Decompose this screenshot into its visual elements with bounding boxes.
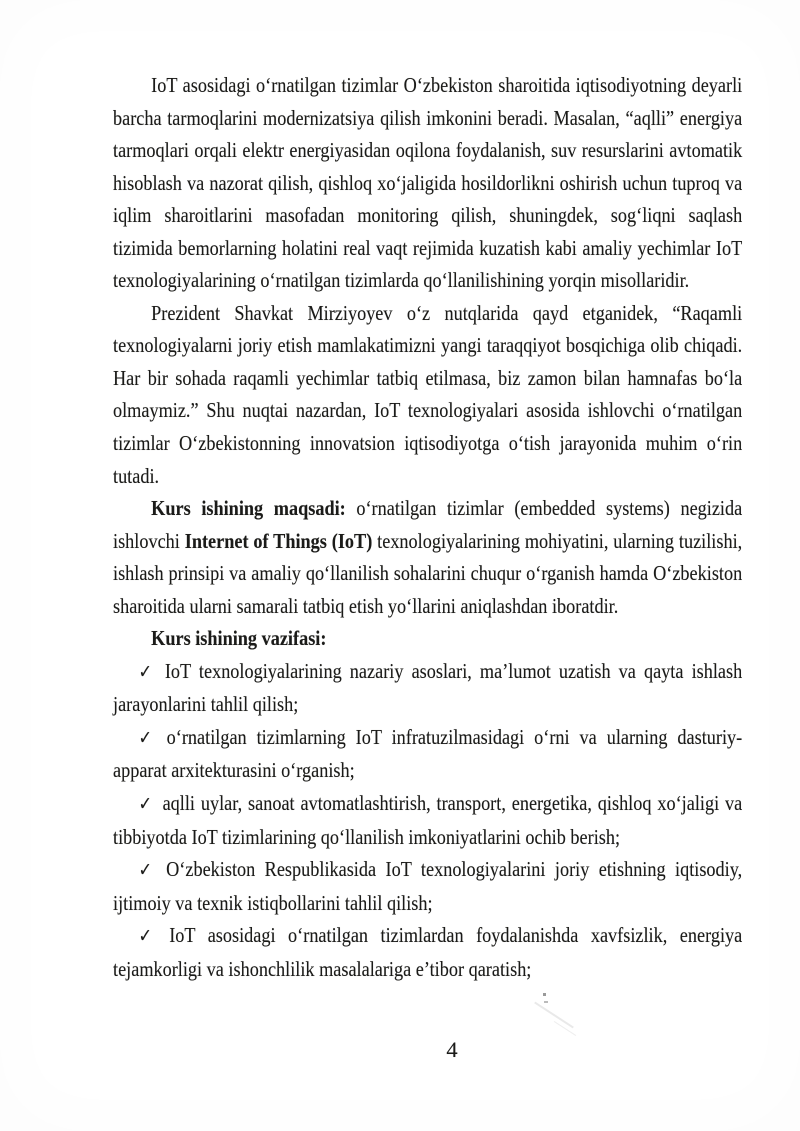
paragraph-iot-intro: IoT asosidagi o‘rnatilgan tizimlar O‘zbekiston sharoitida iqtisodiyotning deyarli barcha tarmoqlarini modernizatsiya qilish imkonini beradi. Masalan, “aqlli” energiya tarmoqlari orqali elektr energiyasidan oqilona foydalanish, suv resurslarini avtomatik hisoblash va nazorat qilish, qishloq xo‘jaligida hosildorlikni oshirish uchun tuproq va iqlim sharoitlarini masofadan monitoring qilish, shuningdek, sog‘liqni saqlash tizimida bemorlarning holatini real vaqt rejimida kuzatish kabi amaliy yechimlar IoT texnologiyalarining o‘rnatilgan tizimlarda qo‘llanilishining yorqin misollaridir. <box>113 73 743 293</box>
task-text: O‘zbekiston Respublikasida IoT texnologiyalarini joriy etishning iqtisodiy, ijtimoiy va texnik istiqbollarini tahlil qilish; <box>113 857 743 915</box>
checkmark-icon: ✓ <box>138 925 160 948</box>
purpose-text-after-bold: texnologiyalarining mohiyatini, ularning tuzilishi, ishlash prinsipi va amaliy qo‘llanilish sohalarini chuqur o‘rganish hamda O‘zbekiston sharoitida ularni samarali tatbiq etish yo‘llarini aniqlashdan iboratdir. <box>113 528 743 618</box>
tasks-heading: Kurs ishining vazifasi: <box>151 626 327 651</box>
task-item-1 <box>113 655 742 721</box>
scan-artifact <box>534 1002 574 1029</box>
task-text: IoT texnologiyalarining nazariy asoslari, ma’lumot uzatish va qayta ishlash jarayonlarini tahlil qilish; <box>113 658 743 717</box>
checkmark-icon: ✓ <box>138 793 154 816</box>
purpose-text-before-bold: o‘rnatilgan tizimlar (embedded systems) negizida ishlovchi <box>113 496 743 553</box>
task-text: IoT asosidagi o‘rnatilgan tizimlardan foydalanishda xavfsizlik, energiya tejamkorligi va ishonchlilik masalalariga e’tibor qaratish; <box>113 923 743 981</box>
paragraph-course-purpose <box>113 492 742 622</box>
checkmark-icon: ✓ <box>138 726 158 749</box>
scan-artifact <box>543 993 546 996</box>
task-item-5 <box>113 919 742 985</box>
task-item-4 <box>113 853 742 919</box>
task-text: aqlli uylar, sanoat avtomatlashtirish, transport, energetika, qishloq xo‘jaligi va tibbiyotda IoT tizimlarining qo‘llanilish imkoniyatlarini ochib berish; <box>113 791 743 849</box>
purpose-label: Kurs ishining maqsadi: <box>151 496 346 521</box>
scan-artifact <box>544 1001 548 1003</box>
task-text: o‘rnatilgan tizimlarning IoT infratuzilmasidagi o‘rni va ularning dasturiy-apparat arxitekturasini o‘rganish; <box>113 724 743 783</box>
paragraph-president-quote: Prezident Shavkat Mirziyoyev o‘z nutqlarida qayd etganidek, “Raqamli texnologiyalarni joriy etish mamlakatimizni yangi taraqqiyot bosqichiga olib chiqadi. Har bir sohada raqamli yechimlar tatbiq etilmasa, biz zamon bilan hamnafas bo‘la olmaymiz.” Shu nuqtai nazardan, IoT texnologiyalari asosida ishlovchi o‘rnatilgan tizimlar O‘zbekistonning innovatsion iqtisodiyotga o‘tish jarayonida muhim o‘rin tutadi. <box>113 300 743 488</box>
page-number: 4 <box>446 1037 458 1062</box>
checkmark-icon: ✓ <box>138 859 157 882</box>
document-body-text <box>113 69 742 985</box>
checkmark-icon: ✓ <box>138 660 156 683</box>
task-item-2 <box>113 721 742 787</box>
iot-bold-term: Internet of Things (IoT) <box>184 528 373 553</box>
task-item-3 <box>113 787 742 853</box>
